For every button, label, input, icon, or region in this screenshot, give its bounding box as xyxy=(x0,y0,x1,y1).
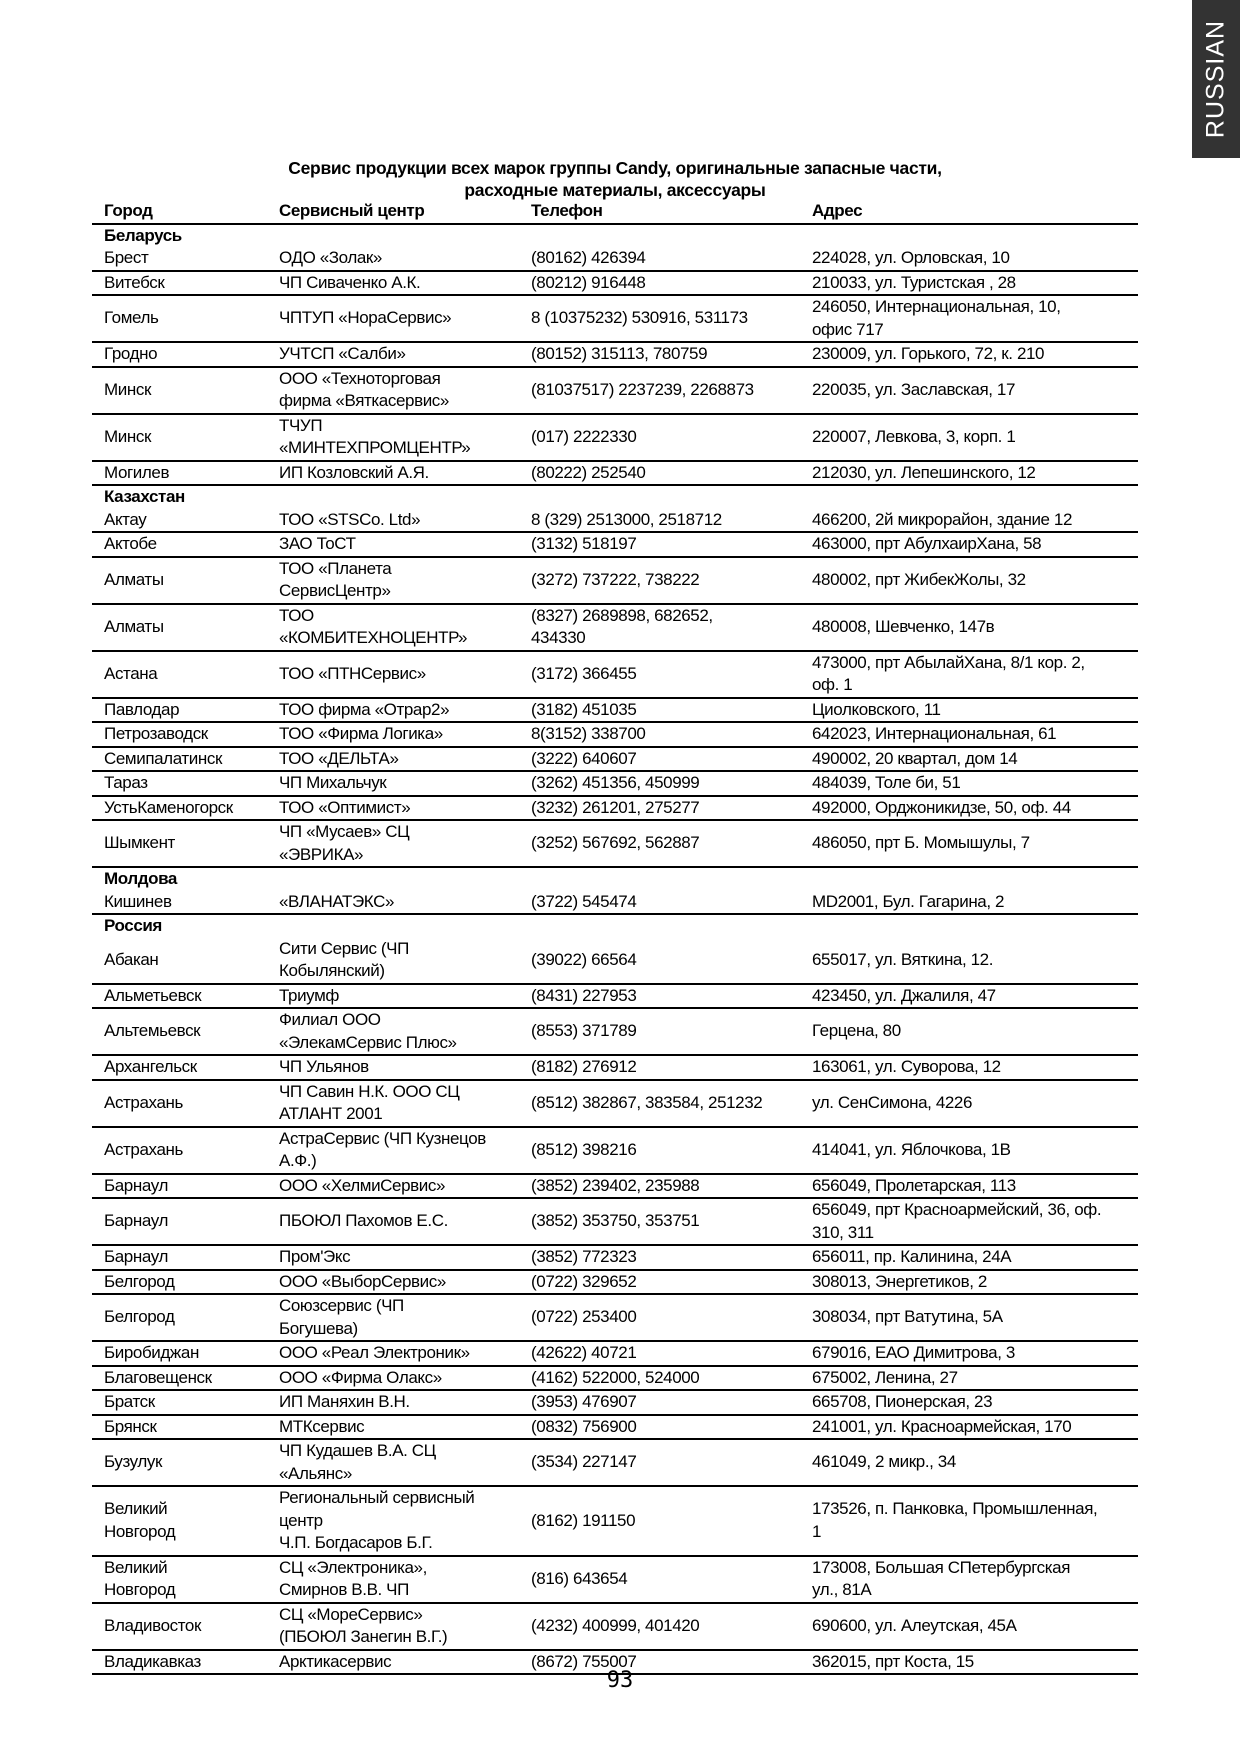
cell-address: 656011, пр. Калинина, 24А xyxy=(800,1245,1138,1270)
table-row xyxy=(92,247,1138,271)
column-header-city: Город xyxy=(92,200,267,224)
cell-phone: (3852) 772323 xyxy=(519,1245,800,1270)
cell-phone: (39022) 66564 xyxy=(519,938,800,984)
cell-city: Бузулук xyxy=(92,1439,267,1486)
table-row xyxy=(92,1080,1138,1127)
cell-address: 490002, 20 квартал, дом 14 xyxy=(800,747,1138,772)
cell-address: 675002, Ленина, 27 xyxy=(800,1366,1138,1391)
cell-address: 173526, п. Панковка, Промышленная, 1 xyxy=(800,1486,1138,1556)
cell-center: ТОО «КОМБИТЕХНОЦЕНТР» xyxy=(267,604,519,651)
cell-phone: (0722) 253400 xyxy=(519,1294,800,1341)
cell-center: АстраСервис (ЧП Кузнецов А.Ф.) xyxy=(267,1127,519,1174)
cell-center: ООО «Реал Электроник» xyxy=(267,1341,519,1366)
cell-phone: (3182) 451035 xyxy=(519,698,800,723)
cell-center: ЧП Ульянов xyxy=(267,1055,519,1080)
cell-address: 210033, ул. Туристская , 28 xyxy=(800,271,1138,296)
cell-address: MD2001, Бул. Гагарина, 2 xyxy=(800,891,1138,915)
cell-phone: (3272) 737222, 738222 xyxy=(519,557,800,604)
table-row xyxy=(92,796,1138,821)
cell-center: ТОО «STSCo. Ltd» xyxy=(267,509,519,533)
cell-center: ТОО «Оптимист» xyxy=(267,796,519,821)
cell-phone: (8162) 191150 xyxy=(519,1486,800,1556)
cell-phone: (3262) 451356, 450999 xyxy=(519,771,800,796)
cell-city: Тараз xyxy=(92,771,267,796)
table-row xyxy=(92,1198,1138,1245)
cell-phone: (8512) 398216 xyxy=(519,1127,800,1174)
cell-city: Шымкент xyxy=(92,820,267,867)
country-row xyxy=(92,485,1138,509)
country-name: Молдова xyxy=(104,869,177,888)
cell-city: Благовещенск xyxy=(92,1366,267,1391)
cell-city: УстьКаменогорск xyxy=(92,796,267,821)
table-row xyxy=(92,722,1138,747)
page-title-line-2: расходные материалы, аксессуары xyxy=(464,180,766,200)
cell-address: 224028, ул. Орловская, 10 xyxy=(800,247,1138,271)
table-row xyxy=(92,1366,1138,1391)
cell-center: ЧП Михальчук xyxy=(267,771,519,796)
cell-center: УЧТСП «Салби» xyxy=(267,342,519,367)
cell-phone: (80222) 252540 xyxy=(519,461,800,486)
cell-phone: (017) 2222330 xyxy=(519,414,800,461)
cell-city: Владивосток xyxy=(92,1603,267,1650)
cell-phone: (3222) 640607 xyxy=(519,747,800,772)
country-name: Беларусь xyxy=(104,225,182,245)
cell-center: Пром'Экс xyxy=(267,1245,519,1270)
cell-city: Витебск xyxy=(92,271,267,296)
cell-phone: (8553) 371789 xyxy=(519,1008,800,1055)
column-header-center: Сервисный центр xyxy=(267,200,519,224)
language-tab xyxy=(1192,0,1240,158)
table-row xyxy=(92,1556,1138,1603)
country-name: Казахстан xyxy=(104,487,185,506)
cell-center: ИП Маняхин В.Н. xyxy=(267,1390,519,1415)
cell-city: Гродно xyxy=(92,342,267,367)
cell-phone: (80212) 916448 xyxy=(519,271,800,296)
cell-city: Минск xyxy=(92,414,267,461)
table-body xyxy=(92,224,1138,1675)
cell-center: Региональный сервисный центр Ч.П. Богдасаров Б.Г. xyxy=(267,1486,519,1556)
table-row xyxy=(92,820,1138,867)
cell-address: 679016, ЕАО Димитрова, 3 xyxy=(800,1341,1138,1366)
language-tab-label: RUSSIAN xyxy=(1201,19,1230,139)
cell-phone: (3534) 227147 xyxy=(519,1439,800,1486)
cell-address: 463000, прт АбулхаирХана, 58 xyxy=(800,532,1138,557)
table-row xyxy=(92,367,1138,414)
cell-address: 241001, ул. Красноармейская, 170 xyxy=(800,1415,1138,1440)
cell-center: ОДО «Золак» xyxy=(267,247,519,271)
cell-center: ООО «Техноторговая фирма «Вяткасервис» xyxy=(267,367,519,414)
cell-city: Братск xyxy=(92,1390,267,1415)
cell-phone: 8 (10375232) 530916, 531173 xyxy=(519,295,800,342)
table-row xyxy=(92,771,1138,796)
cell-address: 414041, ул. Яблочкова, 1В xyxy=(800,1127,1138,1174)
cell-city: Алматы xyxy=(92,604,267,651)
table-row xyxy=(92,342,1138,367)
page-title-line-1: Сервис продукции всех марок группы Candy, оригинальные запасные части, xyxy=(288,158,942,178)
cell-center: СЦ «Электроника», Смирнов В.В. ЧП xyxy=(267,1556,519,1603)
cell-phone: (3852) 239402, 235988 xyxy=(519,1174,800,1199)
cell-city: Кишинев xyxy=(92,891,267,915)
page-title xyxy=(90,157,1140,201)
cell-city: Белгород xyxy=(92,1270,267,1295)
cell-address: 308013, Энергетиков, 2 xyxy=(800,1270,1138,1295)
cell-center: ЗАО ТоСТ xyxy=(267,532,519,557)
cell-city: Альметьевск xyxy=(92,984,267,1009)
country-row xyxy=(92,867,1138,891)
cell-phone: (3132) 518197 xyxy=(519,532,800,557)
table-row xyxy=(92,271,1138,296)
table-row xyxy=(92,1174,1138,1199)
cell-phone: (8512) 382867, 383584, 251232 xyxy=(519,1080,800,1127)
cell-center: ТОО «Планета СервисЦентр» xyxy=(267,557,519,604)
cell-phone: 8(3152) 338700 xyxy=(519,722,800,747)
cell-center: ЧП «Мусаев» СЦ «ЭВРИКА» xyxy=(267,820,519,867)
cell-address: 665708, Пионерская, 23 xyxy=(800,1390,1138,1415)
cell-phone: (3172) 366455 xyxy=(519,651,800,698)
cell-city: Биробиджан xyxy=(92,1341,267,1366)
cell-address: Герцена, 80 xyxy=(800,1008,1138,1055)
cell-address: 473000, прт АбылайХана, 8/1 кор. 2, оф. 1 xyxy=(800,651,1138,698)
cell-address: 656049, Пролетарская, 113 xyxy=(800,1174,1138,1199)
cell-city: Великий Новгород xyxy=(92,1486,267,1556)
country-row xyxy=(92,224,1138,248)
cell-phone: (8431) 227953 xyxy=(519,984,800,1009)
cell-phone: (80162) 426394 xyxy=(519,247,800,271)
cell-city: Великий Новгород xyxy=(92,1556,267,1603)
cell-phone: (3252) 567692, 562887 xyxy=(519,820,800,867)
cell-center: ЧП Савин Н.К. ООО СЦ АТЛАНТ 2001 xyxy=(267,1080,519,1127)
cell-city: Астрахань xyxy=(92,1127,267,1174)
cell-city: Семипалатинск xyxy=(92,747,267,772)
service-centers-table xyxy=(92,200,1138,1675)
table-row xyxy=(92,509,1138,533)
cell-city: Гомель xyxy=(92,295,267,342)
cell-phone: (8182) 276912 xyxy=(519,1055,800,1080)
column-header-address: Адрес xyxy=(800,200,1138,224)
table-row xyxy=(92,604,1138,651)
cell-address: 480002, прт ЖибекЖолы, 32 xyxy=(800,557,1138,604)
cell-phone: (0832) 756900 xyxy=(519,1415,800,1440)
cell-address: 690600, ул. Алеутская, 45А xyxy=(800,1603,1138,1650)
cell-center: ЧП Кудашев В.А. СЦ «Альянс» xyxy=(267,1439,519,1486)
table-row xyxy=(92,557,1138,604)
country-name: Россия xyxy=(104,916,162,935)
table-row xyxy=(92,938,1138,984)
cell-city: Брянск xyxy=(92,1415,267,1440)
cell-address: 246050, Интернациональная, 10, офис 717 xyxy=(800,295,1138,342)
table-row xyxy=(92,1245,1138,1270)
cell-phone: (8327) 2689898, 682652, 434330 xyxy=(519,604,800,651)
cell-phone: (4232) 400999, 401420 xyxy=(519,1603,800,1650)
cell-phone: (3722) 545474 xyxy=(519,891,800,915)
cell-city: Астрахань xyxy=(92,1080,267,1127)
cell-center: ЧП Сиваченко А.К. xyxy=(267,271,519,296)
cell-phone: (8672) 755007 xyxy=(519,1650,800,1675)
cell-city: Петрозаводск xyxy=(92,722,267,747)
cell-city: Брест xyxy=(92,247,267,271)
table-row xyxy=(92,414,1138,461)
cell-center: ИП Козловский А.Я. xyxy=(267,461,519,486)
cell-phone: (4162) 522000, 524000 xyxy=(519,1366,800,1391)
table-row xyxy=(92,1294,1138,1341)
cell-city: Павлодар xyxy=(92,698,267,723)
cell-phone: (3953) 476907 xyxy=(519,1390,800,1415)
cell-address: 230009, ул. Горького, 72, к. 210 xyxy=(800,342,1138,367)
cell-address: 466200, 2й микрорайон, здание 12 xyxy=(800,509,1138,533)
cell-phone: (0722) 329652 xyxy=(519,1270,800,1295)
cell-center: ТОО фирма «Отрар2» xyxy=(267,698,519,723)
cell-center: Арктикасервис xyxy=(267,1650,519,1675)
cell-city: Барнаул xyxy=(92,1198,267,1245)
cell-phone: (3852) 353750, 353751 xyxy=(519,1198,800,1245)
column-header-phone: Телефон xyxy=(519,200,800,224)
cell-center: ТЧУП «МИНТЕХПРОМЦЕНТР» xyxy=(267,414,519,461)
cell-city: Владикавказ xyxy=(92,1650,267,1675)
cell-center: Филиал ООО «ЭлекамСервис Плюс» xyxy=(267,1008,519,1055)
country-row xyxy=(92,914,1138,938)
cell-center: ООО «Фирма Олакс» xyxy=(267,1366,519,1391)
cell-phone: (81037517) 2237239, 2268873 xyxy=(519,367,800,414)
cell-address: 308034, прт Ватутина, 5А xyxy=(800,1294,1138,1341)
cell-address: 486050, прт Б. Момышулы, 7 xyxy=(800,820,1138,867)
table-row xyxy=(92,1486,1138,1556)
cell-city: Альтемьевск xyxy=(92,1008,267,1055)
cell-city: Астана xyxy=(92,651,267,698)
table-row xyxy=(92,891,1138,915)
cell-address: 655017, ул. Вяткина, 12. xyxy=(800,938,1138,984)
table-row xyxy=(92,1055,1138,1080)
cell-city: Минск xyxy=(92,367,267,414)
cell-address: 423450, ул. Джалиля, 47 xyxy=(800,984,1138,1009)
cell-address: ул. СенСимона, 4226 xyxy=(800,1080,1138,1127)
cell-center: Триумф xyxy=(267,984,519,1009)
table-row xyxy=(92,532,1138,557)
cell-address: 642023, Интернациональная, 61 xyxy=(800,722,1138,747)
cell-phone: (80152) 315113, 780759 xyxy=(519,342,800,367)
table-row xyxy=(92,651,1138,698)
table-row xyxy=(92,1439,1138,1486)
table-header-row xyxy=(92,200,1138,224)
cell-city: Архангельск xyxy=(92,1055,267,1080)
cell-center: Союзсервис (ЧП Богушева) xyxy=(267,1294,519,1341)
table-row xyxy=(92,1415,1138,1440)
cell-address: 461049, 2 микр., 34 xyxy=(800,1439,1138,1486)
cell-center: МТКсервис xyxy=(267,1415,519,1440)
cell-city: Могилев xyxy=(92,461,267,486)
table-row xyxy=(92,1008,1138,1055)
cell-phone: (3232) 261201, 275277 xyxy=(519,796,800,821)
cell-address: 480008, Шевченко, 147в xyxy=(800,604,1138,651)
cell-center: Сити Сервис (ЧП Кобылянский) xyxy=(267,938,519,984)
cell-center: ЧПТУП «НораСервис» xyxy=(267,295,519,342)
cell-center: ООО «ВыборСервис» xyxy=(267,1270,519,1295)
cell-city: Алматы xyxy=(92,557,267,604)
table-row xyxy=(92,1603,1138,1650)
cell-phone: 8 (329) 2513000, 2518712 xyxy=(519,509,800,533)
cell-center: ТОО «ДЕЛЬТА» xyxy=(267,747,519,772)
cell-center: ООО «ХелмиСервис» xyxy=(267,1174,519,1199)
table-row xyxy=(92,747,1138,772)
cell-city: Актобе xyxy=(92,532,267,557)
cell-address: 220035, ул. Заславская, 17 xyxy=(800,367,1138,414)
table-row xyxy=(92,1127,1138,1174)
cell-address: 220007, Левкова, 3, корп. 1 xyxy=(800,414,1138,461)
table-row xyxy=(92,698,1138,723)
cell-address: 173008, Большая СПетербургская ул., 81А xyxy=(800,1556,1138,1603)
cell-address: 362015, прт Коста, 15 xyxy=(800,1650,1138,1675)
table-row xyxy=(92,1270,1138,1295)
cell-address: Циолковского, 11 xyxy=(800,698,1138,723)
cell-center: «ВЛАНАТЭКС» xyxy=(267,891,519,915)
cell-city: Актау xyxy=(92,509,267,533)
cell-address: 212030, ул. Лепешинского, 12 xyxy=(800,461,1138,486)
cell-city: Барнаул xyxy=(92,1174,267,1199)
table-row xyxy=(92,984,1138,1009)
cell-center: ТОО «ПТНСервис» xyxy=(267,651,519,698)
cell-center: СЦ «МореСервис» (ПБОЮЛ Занегин В.Г.) xyxy=(267,1603,519,1650)
cell-center: ПБОЮЛ Пахомов Е.С. xyxy=(267,1198,519,1245)
table-row xyxy=(92,1341,1138,1366)
cell-address: 492000, Орджоникидзе, 50, оф. 44 xyxy=(800,796,1138,821)
cell-phone: (816) 643654 xyxy=(519,1556,800,1603)
table-row xyxy=(92,295,1138,342)
cell-city: Абакан xyxy=(92,938,267,984)
cell-city: Белгород xyxy=(92,1294,267,1341)
cell-address: 656049, прт Красноармейский, 36, оф. 310, 311 xyxy=(800,1198,1138,1245)
cell-address: 163061, ул. Суворова, 12 xyxy=(800,1055,1138,1080)
table-row xyxy=(92,461,1138,486)
table-row xyxy=(92,1390,1138,1415)
cell-phone: (42622) 40721 xyxy=(519,1341,800,1366)
cell-address: 484039, Толе би, 51 xyxy=(800,771,1138,796)
cell-center: ТОО «Фирма Логика» xyxy=(267,722,519,747)
cell-city: Барнаул xyxy=(92,1245,267,1270)
page-number: 93 xyxy=(606,1668,634,1693)
